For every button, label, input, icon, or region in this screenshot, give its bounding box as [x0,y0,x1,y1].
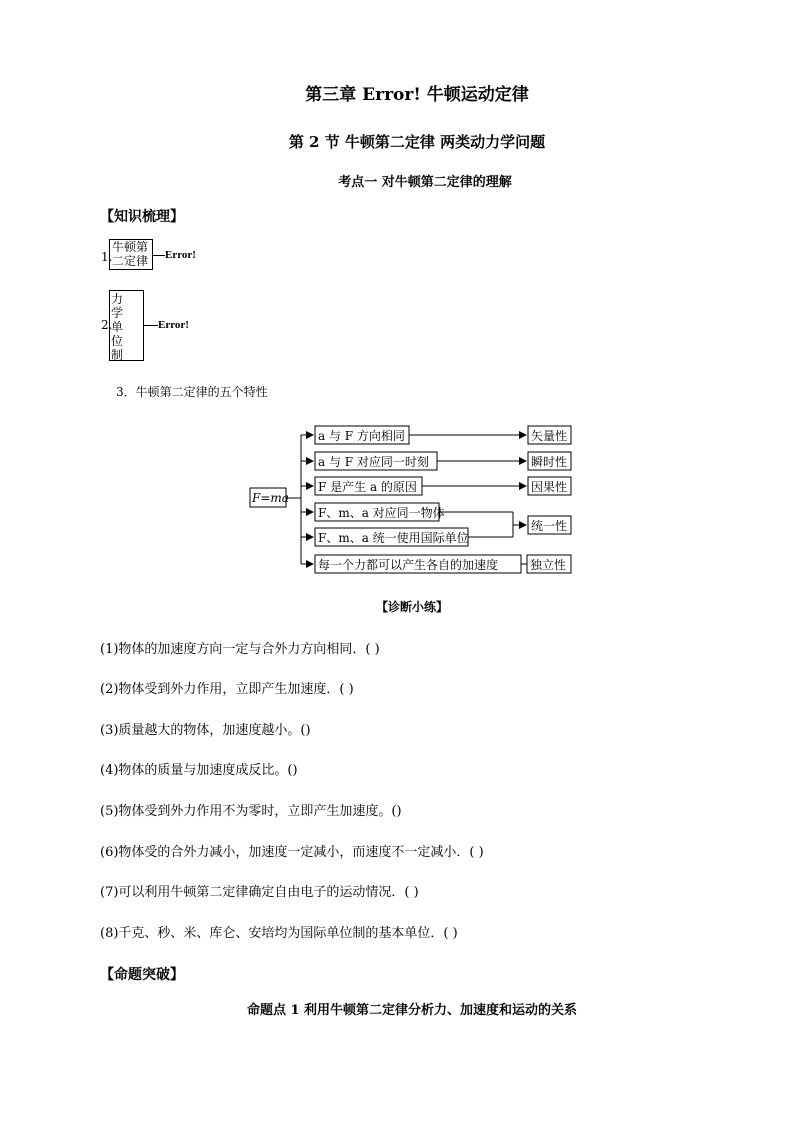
question-item: (8)千克、秒、米、库仑、安培均为国际单位制的基本单位．( ) [100,926,458,941]
condition-label: 每一个力都可以产生各自的加速度 [318,558,499,572]
item-2-box-line: 力 [111,292,124,306]
section-title: 第 2 节 牛顿第二定律 两类动力学问题 [288,133,546,151]
item-1-box-line: 牛顿第 [112,240,149,254]
condition-label: a 与 F 方向相同 [318,429,405,443]
diagnosis-title: 【诊断小练】 [375,600,448,614]
root-label: F=ma [252,491,289,505]
property-label: 独立性 [530,558,567,572]
question-item: (1)物体的加速度方向一定与合外力方向相同．( ) [100,642,380,657]
knowledge-heading: 【知识梳理】 [100,209,184,225]
item-2-number: 2. [101,318,113,332]
question-item: (5)物体受到外力作用不为零时，立即产生加速度。() [100,804,402,819]
item-1-box [109,239,153,270]
property-label: 统一性 [531,519,568,533]
item-2-connector [144,325,158,326]
condition-label: F、m、a 统一使用国际单位 [318,531,469,545]
condition-label: a 与 F 对应同一时刻 [318,455,429,469]
question-item: (4)物体的质量与加速度成反比。() [100,763,298,778]
breakthrough-heading: 【命题突破】 [100,967,184,983]
question-item: (6)物体受的合外力减小，加速度一定减小，而速度不一定减小．( ) [100,845,484,860]
property-label: 矢量性 [531,429,568,443]
question-item: (2)物体受到外力作用，立即产生加速度．( ) [100,682,354,697]
chapter-title: 第三章 Error! 牛顿运动定律 [305,85,529,105]
item-2-error: Error! [158,319,189,331]
condition-label: F、m、a 对应同一物体 [318,506,445,520]
item-1-number: 1. [101,250,113,264]
item-2-box [109,290,144,361]
question-item: (3)质量越大的物体，加速度越小。() [100,723,311,738]
item-2-box-line: 位 [111,334,124,348]
item-2-box-line: 制 [111,348,124,362]
point-title: 考点一 对牛顿第二定律的理解 [338,175,512,190]
five-properties-heading: 3．牛顿第二定律的五个特性 [116,385,268,399]
item-2-box-line: 单 [111,320,124,334]
item-1-connector [153,255,165,256]
property-label: 因果性 [531,480,568,494]
item-2-box-line: 学 [111,306,124,320]
condition-label: F 是产生 a 的原因 [318,480,417,494]
item-1-box-line: 二定律 [112,254,149,268]
breakthrough-subtitle: 命题点 1 利用牛顿第二定律分析力、加速度和运动的关系 [246,1003,578,1018]
five-properties-diagram [245,420,580,580]
property-label: 瞬时性 [531,455,568,469]
question-item: (7)可以利用牛顿第二定律确定自由电子的运动情况．( ) [100,885,419,900]
item-1-error: Error! [165,249,196,261]
